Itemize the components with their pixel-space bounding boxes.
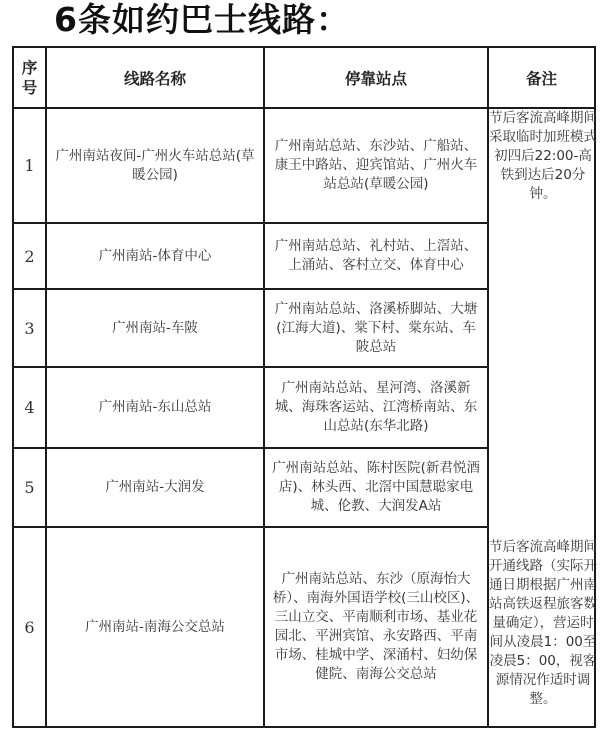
table-row-2-stops	[265, 224, 487, 288]
header-remarks	[489, 48, 594, 107]
table-row-1-seq: 1	[24, 156, 35, 175]
table-row-5-seq: 5	[24, 478, 35, 497]
table-row-4-stops	[265, 368, 487, 447]
stops-text: 广州南站总站、东沙（原海怡大桥）、南海外国语学校(三山校区)、三山立交、平南顺利市场、基业花园北、平洲宾馆、永安路西、平南市场、桂城中学、深涌村、妇幼保健院、南海公交总站	[272, 571, 480, 682]
header-remarks-label: 备注	[525, 69, 557, 88]
remark-late-night-service: 节后客流高峰期间开通线路（实际开通日期根据广州南站高铁返程旅客数量确定），营运时间从凌晨1：00至凌晨5：00，视客源情况作适时调整。	[489, 539, 597, 707]
route-name-text: 广州南站-南海公交总站	[85, 618, 225, 635]
table-row-1-route-name	[47, 109, 263, 222]
table-row-5-route-name	[47, 449, 263, 526]
route-name-text: 广州南站-东山总站	[98, 399, 212, 415]
table-row-6-stops	[265, 528, 487, 726]
route-name-text: 广州南站夜间-广州火车站总站(草暖公园)	[55, 147, 255, 183]
table-row-3-route-name	[47, 290, 263, 366]
stops-text: 广州南站总站、陈村医院(新君悦酒店)、林头西、北滘中国慧聪家电城、伦教、大润发A站	[272, 460, 480, 514]
stops-text: 广州南站总站、星河湾、洛溪新城、海珠客运站、江湾桥南站、东山总站(东华北路)	[274, 380, 478, 434]
header-seq-label: 序号	[21, 58, 38, 97]
stops-text: 广州南站总站、东沙站、广船站、康王中路站、迎宾馆站、广州火车站总站(草暖公园)	[274, 138, 478, 192]
route-name-text: 广州南站-体育中心	[98, 247, 212, 264]
route-name-text: 广州南站-车陂	[112, 319, 198, 336]
table-row-2-seq: 2	[24, 246, 35, 266]
table-row-3-stops	[265, 290, 487, 366]
table-row-5-stops	[265, 449, 487, 526]
header-seq	[14, 48, 45, 107]
page-title: 6条如约巴士线路：	[54, 0, 350, 39]
bus-routes-table	[12, 46, 596, 728]
table-row-3-seq: 3	[24, 318, 35, 338]
table-border-bottom	[12, 726, 596, 728]
table-row-6-route-name	[47, 528, 263, 726]
table-row-2-route-name	[47, 224, 263, 288]
route-name-text: 广州南站-大润发	[105, 479, 205, 495]
header-stops-label: 停靠站点	[344, 69, 407, 88]
table-row-4-seq: 4	[24, 398, 35, 417]
table-row-1-stops	[265, 109, 487, 222]
stops-text: 广州南站总站、洛溪桥脚站、大塘(江海大道)、棠下村、棠东站、车陂总站	[274, 300, 478, 355]
stops-text: 广州南站总站、礼村站、上滘站、上涌站、客村立交、体育中心	[274, 238, 478, 273]
table-row-6-seq: 6	[24, 617, 35, 637]
table-row-4-route-name	[47, 368, 263, 447]
header-route-name	[47, 48, 263, 107]
header-stops	[265, 48, 487, 107]
remark-temporary-extra-service: 节后客流高峰期间采取临时加班模式 初四后22:00-高铁到达后20分钟。	[489, 110, 597, 202]
header-route-name-label: 线路名称	[123, 69, 186, 88]
